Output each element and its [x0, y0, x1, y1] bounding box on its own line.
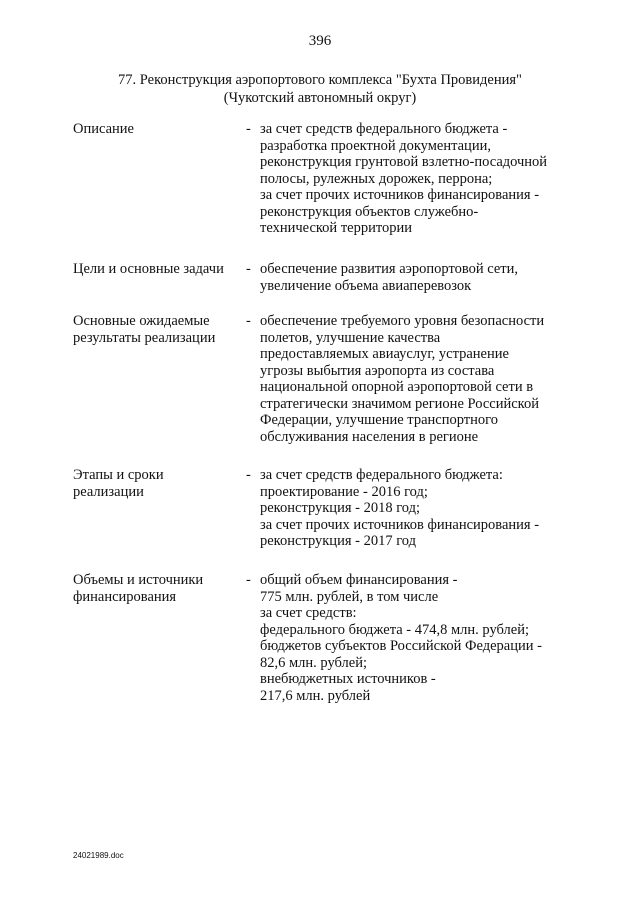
text-line: за счет прочих источников финансирования -	[260, 516, 540, 533]
section-label	[73, 467, 241, 500]
section-text	[260, 313, 590, 445]
text-line: увеличение объема авиаперевозок	[260, 277, 472, 294]
document-filename: 24021989.doc	[73, 851, 124, 860]
text-line: обеспечение требуемого уровня безопасности	[260, 313, 545, 329]
text-line: 82,6 млн. рублей;	[260, 654, 368, 671]
text-line: федерального бюджета - 474,8 млн. рублей;	[260, 621, 529, 638]
text-line: проектирование - 2016 год;	[260, 483, 428, 500]
section-label	[73, 121, 241, 138]
text-line: технической территории	[260, 220, 413, 236]
section-text	[260, 572, 590, 704]
text-line: обслуживания населения в регионе	[260, 428, 479, 445]
text-line: стратегически значимом регионе Российской	[260, 395, 539, 412]
title-line-2: (Чукотский автономный округ)	[223, 90, 417, 106]
section-text	[260, 467, 590, 550]
section-label	[73, 313, 241, 346]
text-line: 217,6 млн. рублей	[260, 687, 371, 704]
text-line: угрозы выбытия аэропорта из состава	[260, 362, 495, 379]
label-line: реализации	[73, 483, 144, 500]
text-line: внебюджетных источников -	[260, 671, 436, 687]
text-line: предоставляемых авиауслуг, устранение	[260, 346, 509, 362]
document-title	[40, 71, 600, 107]
section-dash: -	[246, 121, 251, 137]
text-line: реконструкция - 2018 год;	[260, 500, 421, 516]
text-line: за счет средств федерального бюджета:	[260, 467, 503, 483]
section-dash: -	[246, 572, 251, 588]
text-line: за счет средств федерального бюджета -	[260, 121, 508, 137]
label-line: Объемы и источники	[73, 572, 204, 588]
section-text	[260, 261, 590, 294]
text-line: реконструкция - 2017 год	[260, 533, 416, 549]
section-label	[73, 572, 241, 605]
label-line: Основные ожидаемые	[73, 313, 210, 329]
section-dash: -	[246, 467, 251, 483]
section-dash: -	[246, 313, 251, 329]
text-line: реконструкция грунтовой взлетно-посадочной	[260, 154, 548, 170]
text-line: национальной опорной аэропортовой сети в	[260, 379, 534, 395]
text-line: обеспечение развития аэропортовой сети,	[260, 261, 518, 277]
text-line: за счет прочих источников финансирования -	[260, 187, 540, 203]
section-dash: -	[246, 261, 251, 277]
text-line: Федерации, улучшение транспортного	[260, 412, 498, 428]
text-line: 775 млн. рублей, в том числе	[260, 588, 439, 605]
text-line: за счет средств:	[260, 605, 357, 621]
section-label	[73, 261, 241, 278]
text-line: разработка проектной документации,	[260, 137, 491, 154]
text-line: реконструкция объектов служебно-	[260, 203, 479, 220]
text-line: полетов, улучшение качества	[260, 329, 441, 346]
text-line: полосы, рулежных дорожек, перрона;	[260, 170, 493, 187]
text-line: общий объем финансирования -	[260, 572, 458, 588]
label-line: Описание	[73, 121, 134, 137]
text-line: бюджетов субъектов Российской Федерации -	[260, 638, 542, 654]
label-line: финансирования	[73, 588, 177, 605]
label-line: Этапы и сроки	[73, 467, 164, 483]
label-line: Цели и основные задачи	[73, 261, 224, 277]
page-number: 396	[308, 33, 332, 49]
section-text	[260, 121, 590, 237]
label-line: результаты реализации	[73, 329, 216, 346]
title-line-1: 77. Реконструкция аэропортового комплекса "Бухта Провидения"	[118, 72, 522, 88]
